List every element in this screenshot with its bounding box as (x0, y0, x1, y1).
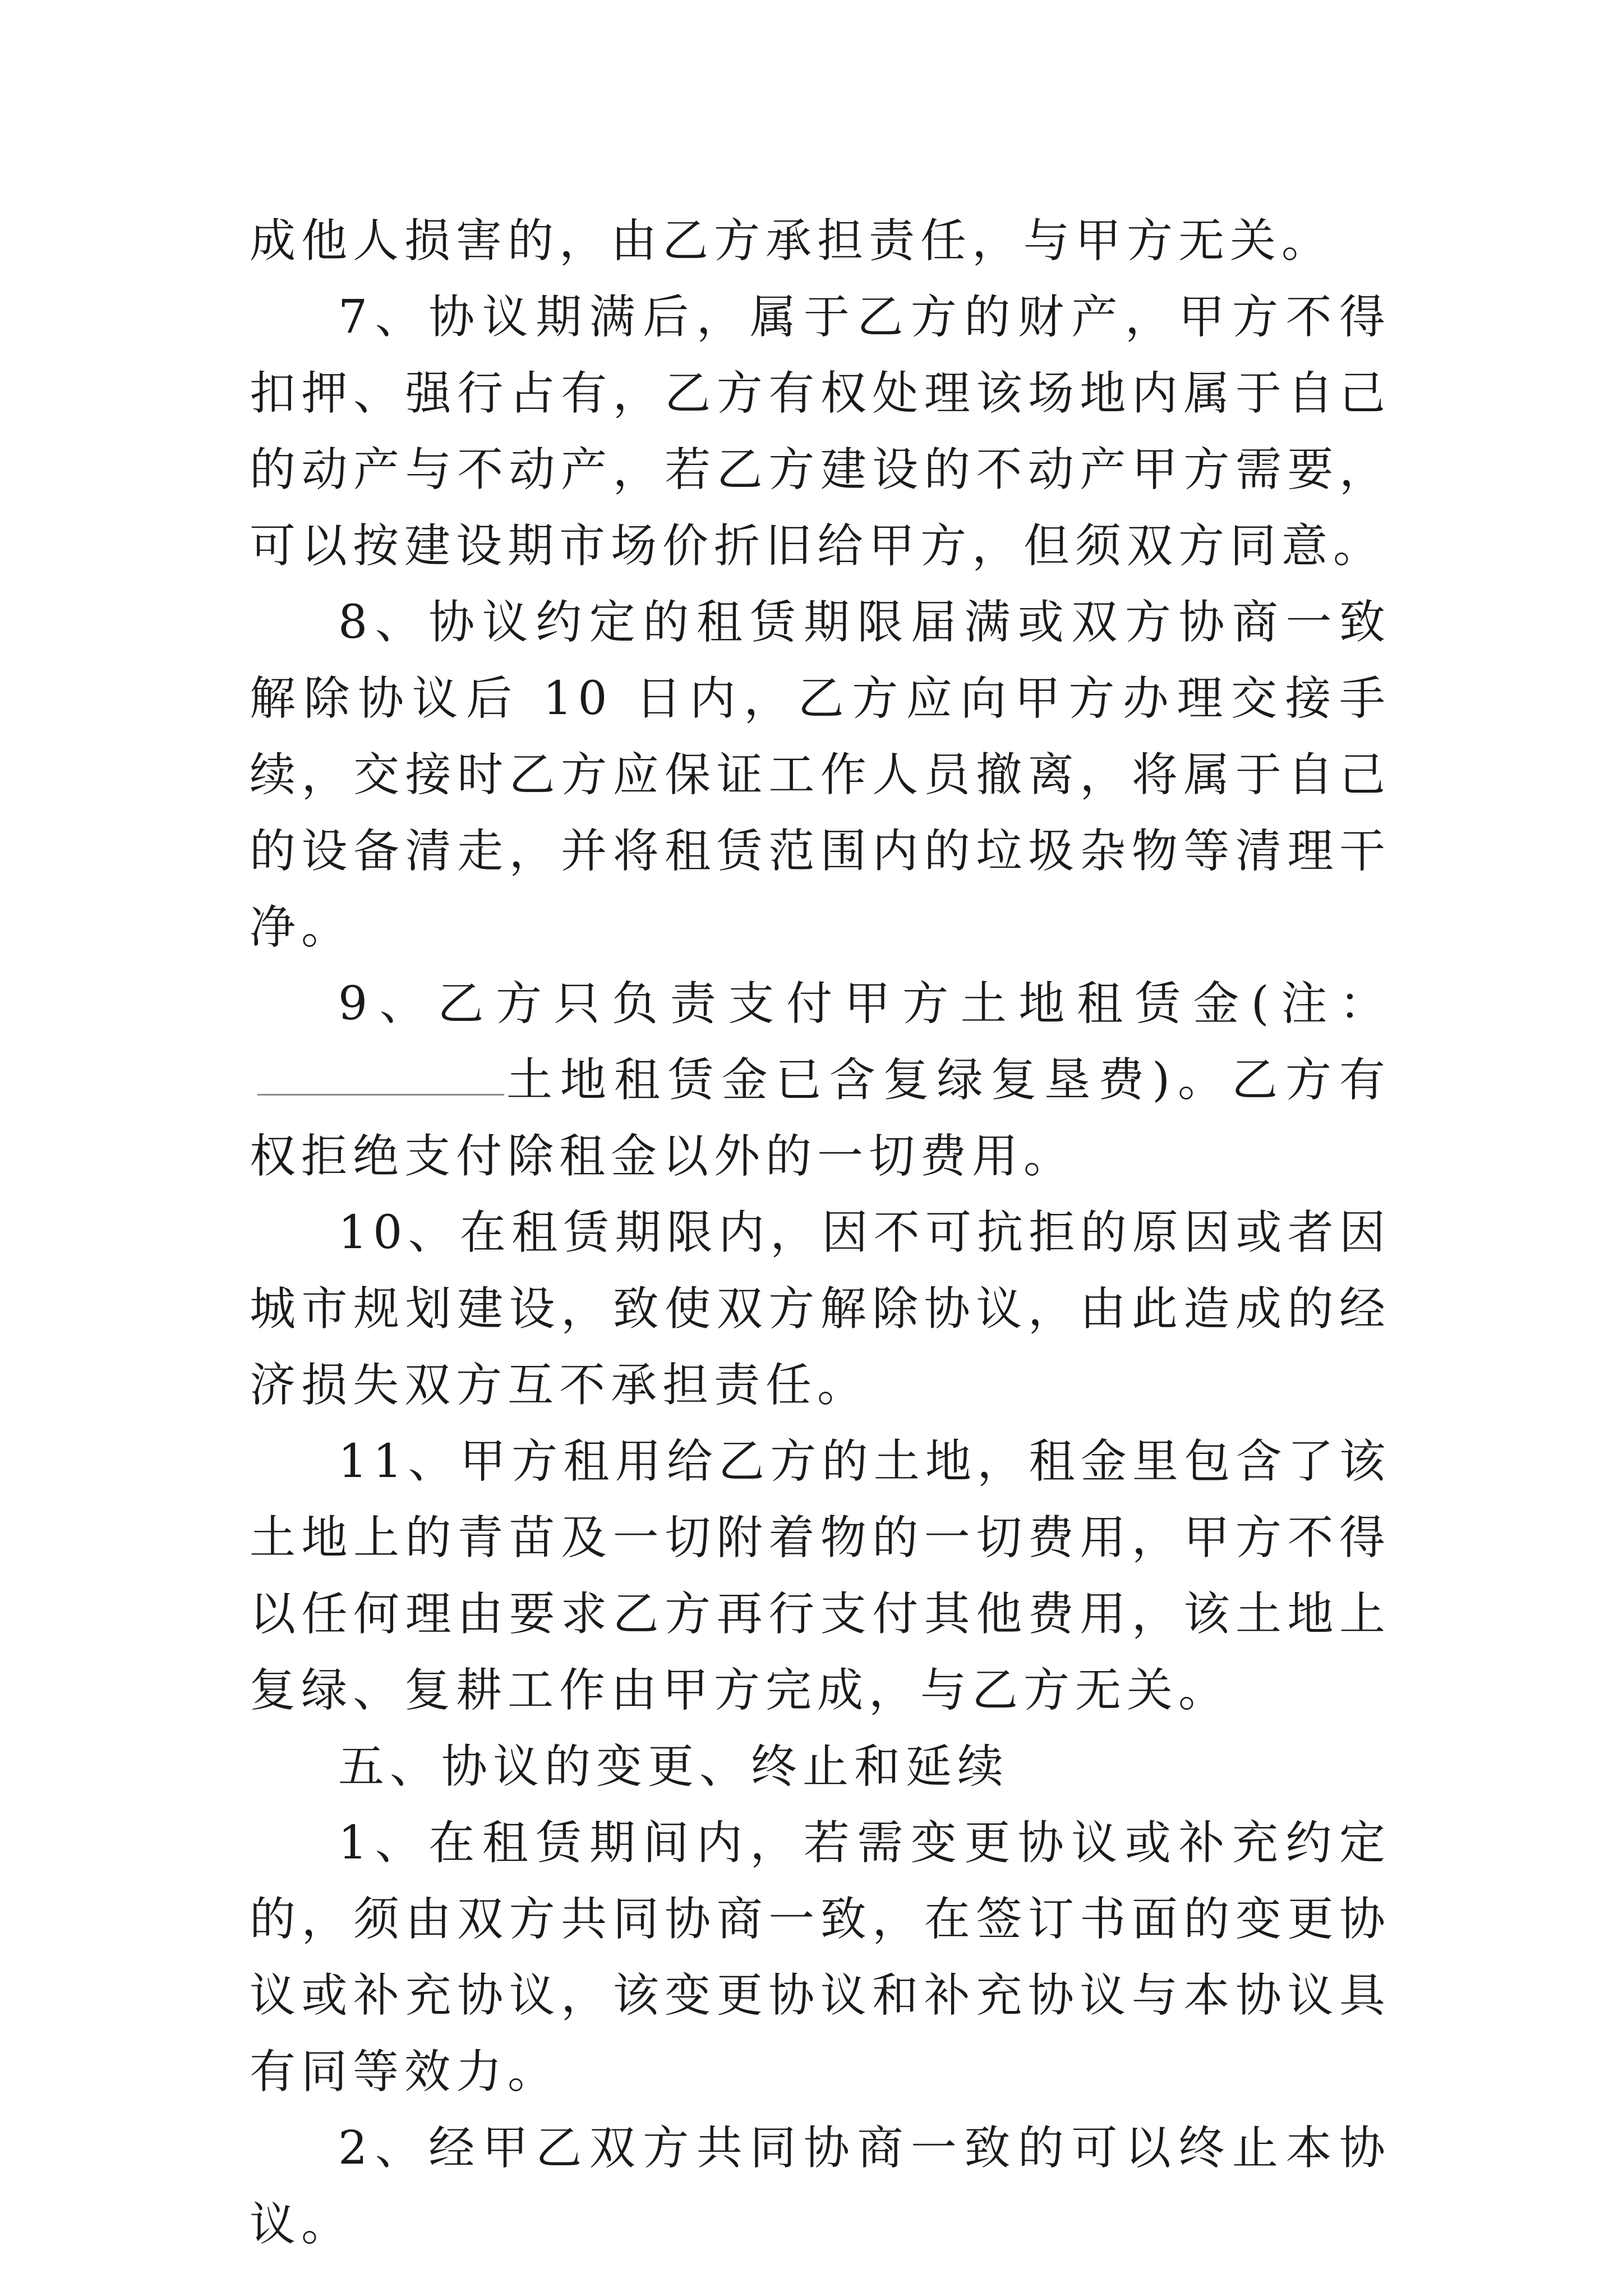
paragraph-clause-10: 10、在租赁期限内，因不可抗拒的原因或者因城市规划建设，致使双方解除协议，由此造成的经济损失双方互不承担责任。 (250, 1206, 1391, 1412)
fill-in-blank-line (257, 1049, 504, 1096)
paragraph-section-5-item-1: 1、在租赁期间内，若需变更协议或补充约定的，须由双方共同协商一致，在签订书面的变更协议或补充协议，该变更协议和补充协议与本协议具有同等效力。 (250, 1816, 1391, 2099)
clause-9-text-after: 土地租赁金已含复绿复垦费)。乙方有权拒绝支付除租金以外的一切费用。 (250, 1053, 1391, 1183)
paragraph-clause-9 (250, 966, 1391, 1195)
section-heading-5: 五、协议的变更、终止和延续 (338, 1740, 1009, 1793)
document-page (250, 203, 1391, 2263)
paragraph-clause-11: 11、甲方租用给乙方的土地，租金里包含了该土地上的青苗及一切附着物的一切费用，甲方不得以任何理由要求乙方再行支付其他费用，该土地上复绿、复耕工作由甲方完成，与乙方无关。 (250, 1435, 1391, 1717)
paragraph-continuation: 成他人损害的，由乙方承担责任，与甲方无关。 (250, 214, 1334, 268)
clause-9-text-before: 9、乙方只负责支付甲方土地租赁金(注： (338, 977, 1391, 1030)
paragraph-clause-8: 8、协议约定的租赁期限届满或双方协商一致解除协议后 10 日内，乙方应向甲方办理交接手续，交接时乙方应保证工作人员撤离，将属于自己的设备清走，并将租赁范围内的垃圾杂物等清理干净。 (250, 596, 1391, 954)
paragraph-section-5-item-2: 2、经甲乙双方共同协商一致的可以终止本协议。 (250, 2122, 1391, 2251)
paragraph-clause-7: 7、协议期满后，属于乙方的财产，甲方不得扣押、强行占有，乙方有权处理该场地内属于自己的动产与不动产，若乙方建设的不动产甲方需要，可以按建设期市场价折旧给甲方，但须双方同意。 (250, 291, 1391, 573)
